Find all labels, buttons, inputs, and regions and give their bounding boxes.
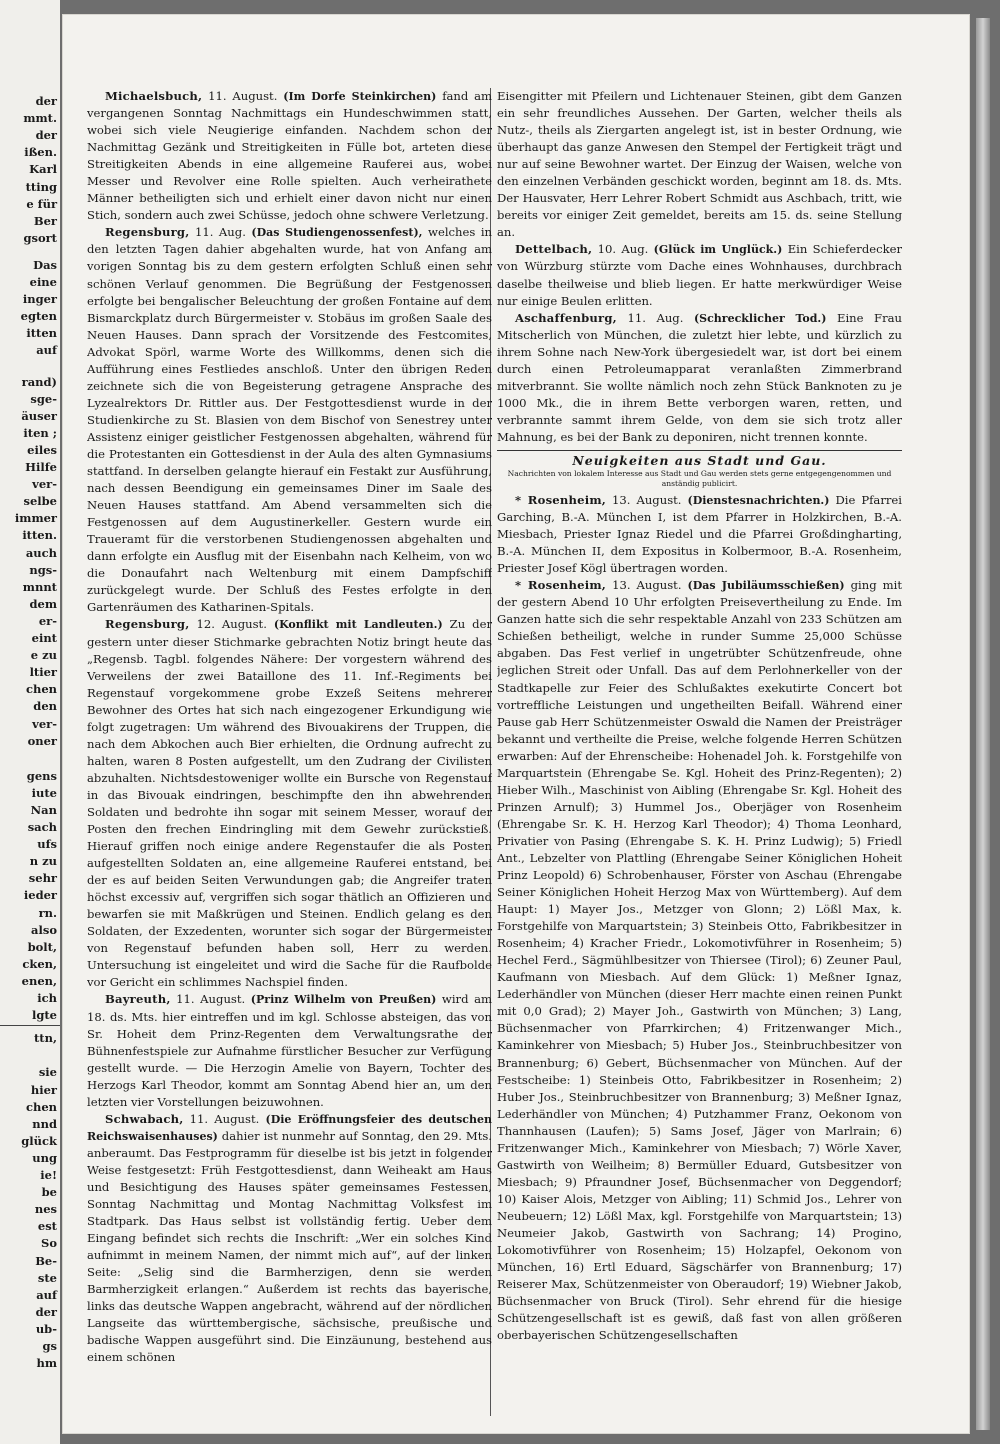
strip-word: hm <box>36 1356 57 1371</box>
strip-word: mnnt <box>22 579 57 594</box>
strip-word: der <box>35 94 57 108</box>
left-column <box>87 88 492 1418</box>
article-body: Die Pfarrei Garching, B.-A. München I, ist dem Pfarrer in Holzkirchen, B.-A. Miesbach, Priester Ignaz Riedel und die Pfarrei Großdingharting, B.-A. München II, dem Expositus in Kolbermoor, B.-A. Rosenheim, Priester Josef Kögl übertragen worden. <box>497 492 902 576</box>
article-dettelbach <box>497 241 902 309</box>
strip-word: eint <box>31 631 57 645</box>
strip-word: lgte <box>31 1008 57 1023</box>
strip-word: ufs <box>37 837 57 852</box>
article-rosenheim-1 <box>497 492 902 577</box>
article-date: 11. Aug. <box>194 225 246 240</box>
article-headline: (Dienstesnachrichten.) <box>687 493 830 507</box>
article-headline: (Prinz Wilhelm von Preußen) <box>250 993 437 1007</box>
article-headline: (Die Eröffnungsfeier des deutschen Reichswaisenhauses) <box>87 1112 492 1143</box>
strip-word: auf <box>36 343 57 358</box>
strip-word: chen <box>25 682 57 697</box>
article-body: fand am vergangenen Sonntag Nachmittags ein Hundeschwimmen statt, wobei sich viele Neugierige einfanden. Nachdem schon der Nachmittag Gezänk und Streitigkeiten in Fülle bot, arteten diese Streitigkeiten Abends in eine allgemeine Rauferei aus, wobei Messer und Revolver eine Rolle spielten. Auch verheirathete Männer betheiligten sich und erhielt einer davon nicht nur einen Stich, sondern auch zwei Schüsse, jedoch ohne schwere Verletzung. <box>87 89 492 223</box>
strip-word: tting <box>25 179 57 194</box>
strip-word: iute <box>31 785 57 800</box>
strip-word: glück <box>21 1133 57 1148</box>
article-date: 13. August. <box>612 578 682 593</box>
strip-word: gsort <box>23 230 57 245</box>
article-headline: (Schrecklicher Tod.) <box>693 311 827 325</box>
right-column <box>497 88 902 1418</box>
strip-word: nes <box>34 1202 57 1217</box>
article-date: 11. August. <box>208 89 278 103</box>
strip-word: sach <box>27 820 57 834</box>
article-rosenheim-2 <box>497 577 902 1344</box>
strip-word: äuser <box>21 408 57 423</box>
strip-word: also <box>31 922 57 937</box>
article-schwabach <box>87 1111 492 1367</box>
article-headline: (Glück im Unglück.) <box>653 243 783 257</box>
strip-word: Das <box>33 257 57 272</box>
strip-word: ung <box>32 1150 57 1165</box>
strip-word: So <box>41 1236 57 1251</box>
strip-word: oner <box>27 733 57 748</box>
strip-word: hier <box>30 1082 57 1097</box>
strip-word: sehr <box>28 871 57 886</box>
strip-word: eiles <box>27 442 57 457</box>
strip-word: ub- <box>35 1321 57 1336</box>
strip-word: ver- <box>32 716 57 731</box>
strip-word: enen, <box>21 973 57 988</box>
article-body: Ein Schieferdecker von Würzburg stürzte vom Dache eines Wohnhauses, durchbrach daselbe theilweise und blieb liegen. Er hatte merkwürdiger Weise nur einige Beulen erlitten. <box>497 242 902 308</box>
page-edge <box>976 18 990 1430</box>
article-body: dahier ist nunmehr auf Sonntag, den 29. Mts. anberaumt. Das Festprogramm für dieselbe ist bis jetzt in folgender Weise festgesetzt: Früh Festgottesdienst, dann Weiheakt am Haus und Besichtigung des Hauses später gemeinsames Festessen, Sonntag Nachmittag und Montag Nachmittag Volksfest im Stadtpark. Das Haus selbst ist vollständig fertig. Ueber dem Eingang befindet sich rechts die Inschrift: „Wer ein solches Kind aufnimmt in meinem Namen, der nimmt mich auf“, auf der linken Seite: „Selig sind die Barmherzigen, denn sie werden Barmherzigkeit erlangen.“ Außerdem ist rechts das bayerische, links das deutsche Wappen angebracht, während auf der nördlichen Langseite das württembergische, sächsische, preußische und badische Wappen ausgeführt sind. Die Einzäunung, bestehend aus einem schönen <box>87 1128 492 1365</box>
strip-word: chen <box>25 1099 57 1114</box>
strip-word: ste <box>37 1270 57 1285</box>
article-regensburg-2 <box>87 616 492 991</box>
strip-word: sge- <box>30 391 57 406</box>
strip-word: ver- <box>32 477 57 492</box>
article-place: Regensburg, <box>105 225 190 240</box>
article-body: wird am 18. ds. Mts. hier eintreffen und im kgl. Schlosse absteigen, das von Sr. Hoheit dem Prinz-Regenten dem Verwaltungsrathe der Bühnenfestspiele zur Aufnahme fürstlicher Besucher zur Verfügung gestellt wurde. — Die Herzogin Amelie von Bayern, Tochter des Herzogs Karl Theodor, kommt am Sonntag Abend hier an, um den letzten vier Vorstellungen beizuwohnen. <box>87 992 492 1109</box>
strip-word: er- <box>38 613 57 628</box>
strip-word: ißen. <box>24 145 57 160</box>
adjacent-page-strip <box>0 0 60 1444</box>
strip-word: dem <box>29 596 57 611</box>
article-bayreuth <box>87 991 492 1110</box>
strip-word: Hilfe <box>25 460 57 474</box>
article-place: Schwabach, <box>105 1111 184 1126</box>
article-date: 11. August. <box>176 992 246 1007</box>
article-headline: (Das Studiengenossenfest), <box>251 226 423 240</box>
strip-word: itten <box>26 326 57 341</box>
strip-word: eine <box>29 275 57 289</box>
strip-word: n zu <box>29 854 57 869</box>
strip-word: auch <box>25 545 57 560</box>
article-body: ging mit der gestern Abend 10 Uhr erfolgten Preisevertheilung zu Ende. Im Ganzen hatte sich die sehr respektable Anzahl von 233 Schützen am Schießen betheiligt, welche in runder Summe 25,000 Schüsse abgaben. Das Fest verlief in ungetrübter Schützenfreude, ohne jeglichen Streit oder Unfall. Das auf dem Perlohnerkeller von der Stadtkapelle zur Feier des Schlußaktes exekutirte Concert bot vortreffliche Leistungen und ungetheilten Beifall. Während einer Pause gab Herr Schützenmeister Oswald die Namen der Preisträger bekannt und vertheilte die Preise, welche folgende Herren Schützen erwarben: Auf der Ehrenscheibe: Hohenadel Joh. k. Forstgehilfe von Marquartstein (Ehrengabe Se. Kgl. Hoheit des Prinz-Regenten); 2) Hieber Wilh., Maschinist von Aibling (Ehrengabe Sr. Kgl. Hoheit des Prinzen Arnulf); 3) Hummel Jos., Oberjäger von Rosenheim (Ehrengabe Sr. K. H. Herzog Karl Theodor); 4) Thoma Leonhard, Privatier von Pasing (Ehrengabe S. K. H. Prinz Ludwig); 5) Friedl Ant., Lebzelter von Plattling (Ehrengabe Seiner Königlichen Hoheit Prinz Leopold) 6) Schrobenhauser, Förster von Aschau (Ehrengabe Seiner Königlichen Hoheit Herzog Max von Württemberg). Auf dem Haupt: 1) Mayer Jos., Metzger von Glonn; 2) Lößl Max, k. Forstgehilfe von Marquartstein; 3) Steinbeis Otto, Fabrikbesitzer in Rosenheim; 4) Kracher Friedr., Lokomotivführer in Rosenheim; 5) Hechel Ferd., Sägmühlbesitzer von Thiersee (Tirol); 6) Zeuner Paul, Kaufmann von Miesbach. Auf dem Glück: 1) Meßner Ignaz, Lederhändler von München (dieser Herr machte einen reinen Punkt mit 0,0 Grad); 2) Mayer Joh., Gastwirth von München; 3) Lang, Büchsenmacher von Pfarrkirchen; 4) Fritzenwanger Mich., Kaminkehrer von Miesbach; 5) Huber Jos., Steinbruchbesitzer von Brannenburg; 6) Gebert, Büchsenmacher von München. Auf der Festscheibe: 1) Steinbeis Otto, Fabrikbesitzer in Rosenheim; 2) Huber Jos., Steinbruchbesitzer von Brannenburg; 3) Meßner Ignaz, Lederhändler von München; 4) Putzhammer Franz, Oekonom von Thannhausen (Laufen); 5) Sams Josef, Jäger von Marlrain; 6) Fritzenwanger Mich., Kaminkehrer von Miesbach; 7) Wörle Xaver, Gastwirth von Weilheim; 8) Bermüller Eduard, Gutsbesitzer von Miesbach; 9) Pfraundner Josef, Büchsenmacher von Deggendorf; 10) Kaiser Alois, Metzger von Aibling; 11) Schmid Jos., Lehrer von Neubeuern; 12) Lößl Max, kgl. Forstgehilfe von Marquartstein; 13) Neumeier Jakob, Gastwirth von Sachrang; 14) Progino, Lokomotivführer von Rosenheim; 15) Holzapfel, Oekonom von München, 16) Ertl Eduard, Sägschärfer von Brannenburg; 17) Reiserer Max, Schützenmeister von Oberaudorf; 19) Wiebner Jakob, Büchsenmacher von Bruck (Tirol). Sehr ehrend für die hiesige Schützengesellschaft ist es gewiß, daß fast von allen größeren oberbayerischen Schützengesellschaften <box>497 578 902 1343</box>
strip-word: Be- <box>35 1253 57 1268</box>
strip-word: ltier <box>29 665 57 680</box>
article-headline: (Das Jubiläumsschießen) <box>687 579 845 593</box>
strip-word: est <box>37 1219 57 1234</box>
strip-word: cken, <box>22 956 57 971</box>
strip-word: gs <box>42 1339 57 1353</box>
section-subtitle: Nachrichten von lokalem Interesse aus Stadt und Gau werden stets gerne entgegengenommen und anständig publicirt. <box>507 468 892 488</box>
strip-word: inger <box>22 292 57 307</box>
article-date: 11. Aug. <box>627 310 684 325</box>
article-place: Aschaffenburg, <box>515 310 617 325</box>
article-place: Bayreuth, <box>105 992 171 1007</box>
strip-word: nnd <box>32 1116 57 1131</box>
strip-word: auf <box>36 1287 57 1302</box>
article-place: * Rosenheim, <box>515 492 607 507</box>
article-michaelsbuch <box>87 88 492 224</box>
strip-word: ttn, <box>34 1031 57 1046</box>
article-place: Dettelbach, <box>515 242 593 257</box>
article-date: 11. August. <box>189 1111 260 1126</box>
strip-word: sie <box>38 1065 57 1080</box>
article-date: 10. Aug. <box>597 242 649 257</box>
strip-word: iten ; <box>23 425 57 440</box>
strip-word: be <box>41 1185 57 1200</box>
article-body: welches in den letzten Tagen dahier abgehalten wurde, hat von Anfang am vorigen Sonntag bis zu dem gestern erfolgten Schluß einen sehr schönen Verlauf genommen. Die Begrüßung der Festgenossen erfolgte bei bengalischer Beleuchtung der großen Fontaine auf dem Bismarckplatz durch Bürgermeister v. Stobäus im großen Saale des Neuen Hauses. Dann sprach der Vorsitzende des Festcomites, Advokat Spörl, warme Worte des Willkomms, denen sich die Aufführung eines Festliedes anschloß. Unter den übrigen Reden zeichnete sich die von Begeisterung getragene Ansprache des Lyzealrektors Dr. Rittler aus. Der Festgottesdienst wurde in der Studienkirche zu St. Blasien von dem Bischof von Senestrey unter Assistenz einiger geistlicher Festgenossen abgehalten, während für die Protestanten ein Gottesdienst in der Aula des alten Gymnasiums stattfand. In derselben gelangte hierauf ein Festakt zur Ausführung, nach dessen Beendigung ein gemeinsames Diner im Saale des Neuen Hauses stattfand. Am Abend versammelten sich die Festgenossen auf dem Augustinerkeller. Gestern wurde ein Traueramt für die verstorbenen Studiengenossen abgehalten und dann erfolgte ein Ausflug mit der Eisenbahn nach Kelheim, von wo die Donaufahrt nach Weltenburg mit einem Dampfschiff zurückgelegt wurde. Der Schluß des Festes erfolgte in den Gartenräumen des Katharinen-Spitals. <box>87 225 492 615</box>
article-continuation: Eisengitter mit Pfeilern und Lichtenauer Steinen, gibt dem Ganzen ein sehr freundliches Aussehen. Der Garten, welcher theils als Nutz-, theils als Ziergarten angelegt ist, ist in bester Ordnung, wie überhaupt das ganze Anwesen den Stempel der Fertigkeit trägt und nur auf seine Bewohner wartet. Der Einzug der Waisen, welche von den einzelnen Verbänden geschickt worden, beginnt am 18. ds. Mts. Der Hausvater, Herr Lehrer Robert Schmidt aus Aschbach, tritt, wie bereits vor einiger Zeit gemeldet, bereits am 15. ds. seine Stellung an. <box>497 89 902 240</box>
strip-word: gens <box>26 768 57 783</box>
article-place: Regensburg, <box>105 617 190 632</box>
strip-word: der <box>35 1304 57 1319</box>
article-body: Zu der gestern unter dieser Stichmarke gebrachten Notiz bringt heute das „Regensb. Tagbl. folgendes Nähere: Der vorgestern während des Verweilens der zwei Bataillone des 11. Inf.-Regiments bei Regenstauf vorgekommene grobe Exzeß Seitens mehrerer Bewohner des Ortes hat sich nach eingezogener Erkundigung wie folgt zugetragen: Um während des Bivouakirens der Truppen, die nach dem Abkochen auch Bier erhielten, die Ordnung aufrecht zu halten, waren 8 Posten aufgestellt, um den Zudrang der Civilisten abzuhalten. Nichtsdestoweniger wollte ein Bursche von Regenstauf in das Bivouak eindringen, beschimpfte den ihn abwehrenden Soldaten und bedrohte ihn sogar mit seinem Messer, worauf der Posten den frechen Eindringling mit dem Gewehr zurückstieß. Hierauf griffen noch einige andere Regenstaufer die als Posten aufgestellten Soldaten an, eine allgemeine Rauferei entstand, bei der es auf beiden Seiten Verwundungen gab; die Angreifer traten höchst excessiv auf, vergriffen sich sogar thätlich an Offizieren und bewarfen sie mit Maßkrügen und Steinen. Endlich gelang es den Soldaten, der Exzedenten, worunter sich sogar der Bürgermeister von Regenstauf befunden haben soll, Herr zu werden. Untersuchung ist eingeleitet und wird die Sache für die Raufbolde vor Gericht ein schlimmes Nachspiel finden. <box>87 617 492 990</box>
strip-word: ich <box>37 991 57 1005</box>
strip-word: ngs- <box>29 562 57 577</box>
article-place: * Rosenheim, <box>515 578 607 593</box>
strip-word: Ber <box>33 213 57 228</box>
article-aschaffenburg <box>497 310 902 446</box>
strip-rule <box>0 1025 60 1026</box>
article-date: 12. August. <box>196 617 267 632</box>
article-date: 13. August. <box>612 492 682 507</box>
article-headline: (Konflikt mit Landleuten.) <box>273 618 443 632</box>
strip-word: Karl <box>29 162 57 177</box>
article-body: Eine Frau Mitscherlich von München, die zuletzt hier lebte, und kürzlich zu ihrem Sohne nach New-York übergesiedelt war, ist dort bei einem durch einen Petroleumapparat veranlaßten Zimmerbrand mitverbrannt. Sie wollte nämlich noch zehn Stück Banknoten zu je 1000 Mk., die in ihrem Bette verborgen waren, retten, und verbrannte sammt ihrem Gelde, von dem sie sich trotz aller Mahnung, es bei der Bank zu deponiren, nicht trennen konnte. <box>497 310 902 444</box>
article-place: Michaelsbuch, <box>105 89 203 103</box>
strip-word: immer <box>14 511 57 526</box>
article-headline: (Im Dorfe Steinkirchen) <box>283 90 437 103</box>
strip-word: ie! <box>40 1168 57 1182</box>
article-regensburg-1 <box>87 224 492 616</box>
strip-word: mmt. <box>23 111 57 126</box>
strip-word: Nan <box>30 802 57 817</box>
strip-word: selbe <box>23 494 57 509</box>
strip-word: e zu <box>30 648 57 663</box>
strip-word: ieder <box>23 888 57 903</box>
strip-word: den <box>33 699 57 714</box>
strip-word: rn. <box>38 905 57 920</box>
strip-word: der <box>35 128 57 143</box>
strip-word: egten <box>20 309 57 324</box>
strip-word: itten. <box>22 528 57 543</box>
strip-word: e für <box>26 196 57 211</box>
strip-word: bolt, <box>27 939 57 954</box>
section-title: Neuigkeiten aus Stadt und Gau. <box>572 452 827 468</box>
strip-word: rand) <box>21 374 57 389</box>
section-rule <box>497 450 902 451</box>
